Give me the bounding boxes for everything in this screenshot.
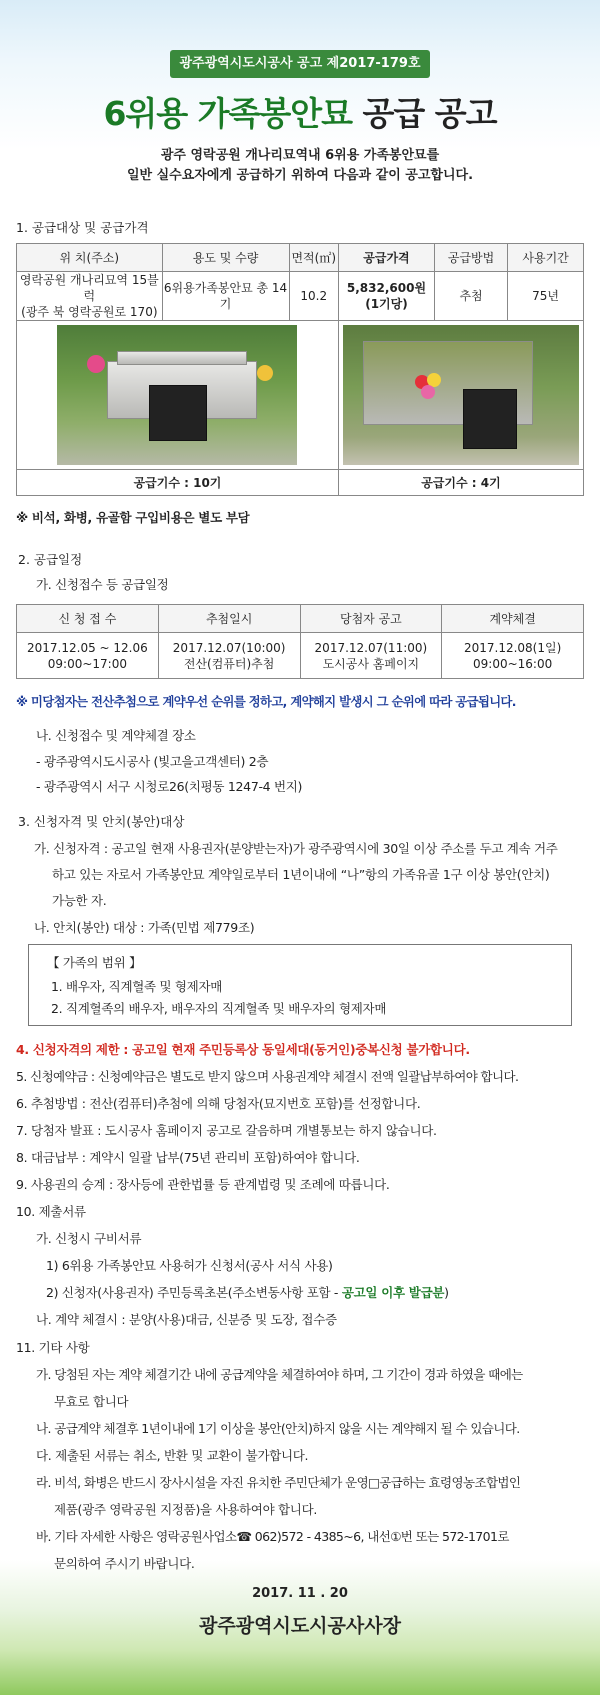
qualification-line-3: 가능한 자. [52,893,107,908]
header-announce: 당첨자 공고 [300,605,442,633]
header-area: 면적(㎡) [289,244,338,272]
title-dark: 공급 공고 [362,94,497,133]
cell-announce: 2017.12.07(11:00) 도시공사 홈페이지 [300,633,442,679]
cell-area: 10.2 [289,272,338,321]
cell-period: 75년 [508,272,584,321]
place-heading: 나. 신청접수 및 계약체결 장소 [36,728,196,743]
cell-contract: 2017.12.08(1일) 09:00~16:00 [442,633,584,679]
documents-apply: 가. 신청시 구비서류 [36,1231,142,1246]
photo-cell-right [338,321,583,470]
schedule-subheading: 가. 신청접수 등 공급일정 [36,577,169,592]
misc-e-line-2: 문의하여 주시기 바랍니다. [54,1556,195,1571]
misc-d-line-2: 제품(광주 영락공원 지정품)을 사용하여야 합니다. [54,1502,318,1517]
schedule-table [16,604,584,679]
photo-cell-left [17,321,339,470]
section-11-heading: 11. 기타 사항 [16,1340,90,1355]
section-4-restriction: 4. 신청자격의 제한 : 공고일 현재 주민등록상 동일세대(동거인)중복신청 불가합니다. [16,1042,470,1057]
header-contract: 계약체결 [442,605,584,633]
qualification-line-2: 하고 있는 자로서 가족봉안묘 계약일로부터 1년이내에 “나”항의 가족유골 1구 이상 봉안(안치) [52,867,550,882]
enshrine-target: 나. 안치(봉안) 대상 : 가족(민법 제779조) [34,920,255,935]
section-8-payment: 8. 대금납부 : 계약시 일괄 납부(75년 관리비 포함)하여야 합니다. [16,1150,360,1165]
issuer-name: 광주광역시도시공사사장 [199,1615,401,1637]
page-title [0,88,600,135]
cell-usage: 6위용가족봉안묘 총 14기 [162,272,289,321]
table-row [17,633,584,679]
place-line-2: - 광주광역시 서구 시청로26(치평동 1247-4 번지) [36,779,303,794]
notice-number-badge: 광주광역시도시공사 공고 제2017-179호 [170,50,430,78]
documents-apply-2: 2) 신청자(사용권자) 주민등록초본(주소변동사항 포함 - 공고일 이후 발급분) [46,1285,449,1300]
section-5-deposit: 5. 신청예약금 : 신청예약금은 별도로 받지 않으며 사용권계약 체결시 전액 일괄납부하여야 합니다. [16,1069,519,1084]
documents-contract: 나. 계약 체결시 : 분양(사용)대금, 신분증 및 도장, 접수증 [36,1312,337,1327]
family-scope-box [28,944,572,1026]
place-line-1: - 광주광역시도시공사 (빛고을고객센터) 2층 [36,754,269,769]
misc-b: 나. 공급계약 체결후 1년이내에 1기 이상을 봉안(안치)하지 않을 시는 계약해지 될 수 있습니다. [36,1421,520,1436]
supply-table-header [17,244,584,272]
photo-family-grave-right [343,325,579,465]
schedule-table-header [17,605,584,633]
notice-date: 2017. 11 . 20 [252,1586,348,1601]
cell-price: 5,832,600원 (1기당) [338,272,434,321]
section-6-draw-method: 6. 추첨방법 : 전산(컴퓨터)추첨에 의해 당첨자(묘지번호 포함)를 선정합니다. [16,1096,421,1111]
family-scope-title: 【 가족의 범위 】 [47,955,142,970]
cost-note: ※ 비석, 화병, 유골함 구입비용은 별도 부담 [16,510,250,525]
cell-location: 영락공원 개나리묘역 15블럭 (광주 북 영락공원로 170) [17,272,163,321]
misc-a-line-2: 무효로 합니다 [54,1394,129,1409]
photo-family-grave-left [57,325,297,465]
table-row [17,272,584,321]
supply-table [16,243,584,496]
cell-draw: 2017.12.07(10:00) 전산(컴퓨터)추첨 [158,633,300,679]
documents-apply-1: 1) 6위용 가족봉안묘 사용허가 신청서(공사 서식 사용) [46,1258,333,1273]
ranking-note: ※ 미당첨자는 전산추첨으로 계약우선 순위를 정하고, 계약해지 발생시 그 순위에 따라 공급됩니다. [16,695,516,709]
qualification-line-1: 가. 신청자격 : 공고일 현재 사용권자(분양받는자)가 광주광역시에 30일 이상 주소를 두고 계속 거주 [34,841,558,856]
section-2-heading: 2. 공급일정 [18,552,83,567]
section-7-announcement: 7. 당첨자 발표 : 도시공사 홈페이지 공고로 갈음하며 개별통보는 하지 않습니다. [16,1123,437,1138]
intro-line-1: 광주 영락공원 개나리묘역내 6위용 가족봉안묘를 [160,148,440,163]
header-period: 사용기간 [508,244,584,272]
family-scope-item-1: 1. 배우자, 직계혈족 및 형제자매 [51,979,222,994]
supply-count-left: 공급기수 : 10기 [17,470,339,496]
intro-text [0,146,600,186]
cell-apply: 2017.12.05 ~ 12.06 09:00~17:00 [17,633,159,679]
cell-method: 추첨 [434,272,507,321]
family-scope-item-2: 2. 직계혈족의 배우자, 배우자의 직계혈족 및 배우자의 형제자매 [51,1001,387,1016]
header-method: 공급방법 [434,244,507,272]
title-green: 6위용 가족봉안묘 [103,94,353,133]
supply-count-right: 공급기수 : 4기 [338,470,583,496]
header-usage: 용도 및 수량 [162,244,289,272]
section-10-heading: 10. 제출서류 [16,1204,86,1219]
section-1-heading: 1. 공급대상 및 공급가격 [16,220,149,235]
misc-a-line-1: 가. 당첨된 자는 계약 체결기간 내에 공급계약을 체결하여야 하며, 그 기간이 경과 하였을 때에는 [36,1367,523,1382]
header-price: 공급가격 [338,244,434,272]
misc-c: 다. 제출된 서류는 취소, 반환 및 교환이 불가합니다. [36,1448,309,1463]
header-location: 위 치(주소) [17,244,163,272]
misc-e-line-1: 바. 기타 자세한 사항은 영락공원사업소☎ 062)572 - 4385~6, 내선①번 또는 572-1701로 [36,1529,509,1544]
supply-count-row [17,470,584,496]
intro-line-2: 일반 실수요자에게 공급하기 위하여 다음과 같이 공고합니다. [126,168,474,183]
photo-row [17,321,584,470]
header-draw: 추첨일시 [158,605,300,633]
misc-d-line-1: 라. 비석, 화병은 반드시 장사시설을 자진 유치한 주민단체가 운영□공급하는 효령영농조합법인 [36,1475,521,1490]
header-apply: 신 청 접 수 [17,605,159,633]
section-9-succession: 9. 사용권의 승계 : 장사등에 관한법률 등 관계법령 및 조례에 따릅니다. [16,1177,390,1192]
section-3-heading: 3. 신청자격 및 안치(봉안)대상 [18,814,185,829]
